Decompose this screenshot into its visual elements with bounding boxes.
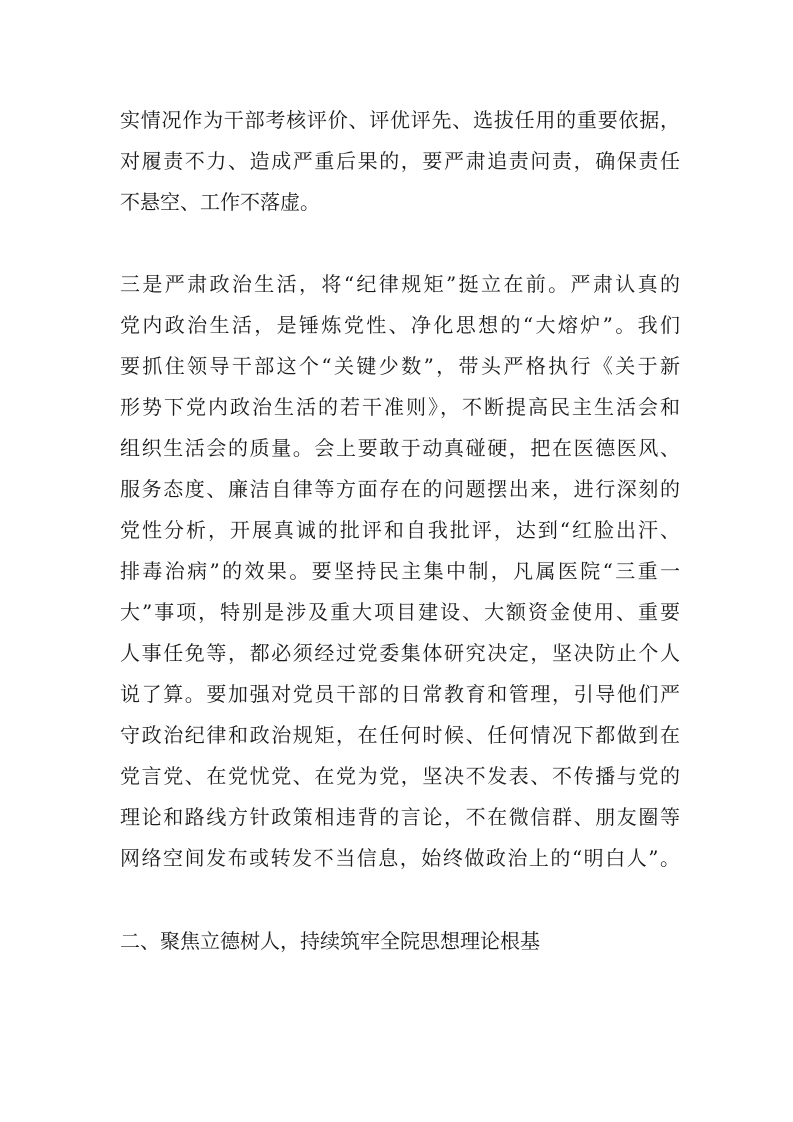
text-line: 守政治纪律和政治规矩，在任何时候、任何情况下都做到在 <box>120 723 680 747</box>
text-line: 三是严肃政治生活，将“纪律规矩”挺立在前。严肃认真的 <box>120 272 680 296</box>
text-line: 说了算。要加强对党员干部的日常教育和管理，引导他们严 <box>120 682 680 706</box>
text-line: 形势下党内政治生活的若干准则》，不断提高民主生活会和 <box>120 395 680 419</box>
text-line: 组织生活会的质量。会上要敢于动真碰硬，把在医德医风、 <box>120 436 680 460</box>
text-line: 对履责不力、造成严重后果的，要严肃追责问责，确保责任 <box>120 149 680 173</box>
text-line: 实情况作为干部考核评价、评优评先、选拔任用的重要依据， <box>120 108 680 132</box>
text-line: 排毒治病”的效果。要坚持民主集中制，凡属医院“三重一 <box>120 559 680 583</box>
text-line: 人事任免等，都必须经过党委集体研究决定，坚决防止个人 <box>120 641 680 665</box>
text-line: 党性分析，开展真诚的批评和自我批评，达到“红脸出汗、 <box>120 518 680 542</box>
section-heading: 二、聚焦立德树人，持续筑牢全院思想理论根基 <box>120 929 540 953</box>
text-line: 理论和路线方针政策相违背的言论，不在微信群、朋友圈等 <box>120 805 680 829</box>
text-line: 党内政治生活，是锤炼党性、净化思想的“大熔炉”。我们 <box>120 313 680 337</box>
text-line: 要抓住领导干部这个“关键少数”，带头严格执行《关于新 <box>120 354 680 378</box>
text-line: 网络空间发布或转发不当信息，始终做政治上的“明白人”。 <box>120 846 680 870</box>
text-line: 党言党、在党忧党、在党为党，坚决不发表、不传播与党的 <box>120 764 680 788</box>
text-line: 大”事项，特别是涉及重大项目建设、大额资金使用、重要 <box>120 600 680 624</box>
text-line: 不悬空、工作不落虚。 <box>120 190 320 214</box>
text-line: 服务态度、廉洁自律等方面存在的问题摆出来，进行深刻的 <box>120 477 680 501</box>
